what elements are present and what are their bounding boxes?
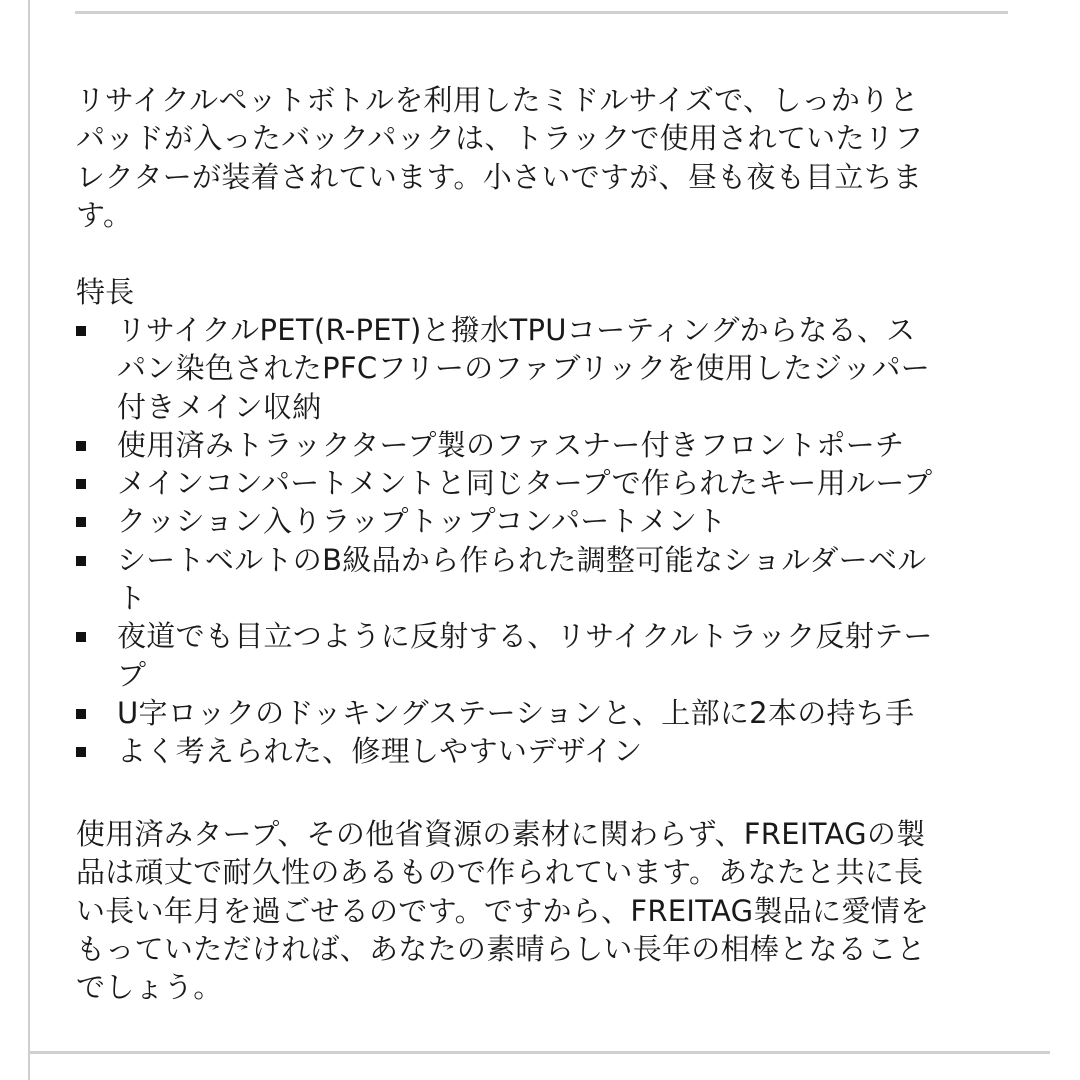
text-line: 使用済みトラックタープ製のファスナー付きフロントポーチ <box>117 427 905 462</box>
text-line: クッション入りラップトップコンパートメント <box>117 504 727 539</box>
text-line: メインコンパートメントと同じタープで作られたキー用ループ <box>117 466 933 501</box>
text-line: 付きメイン収納 <box>117 389 322 424</box>
text-line: パッドが入ったバックパックは、トラックで使用されていたリフ <box>76 121 924 156</box>
feature-list-item <box>76 732 933 770</box>
feature-list-item <box>76 426 933 464</box>
text-line: リサイクルペットボトルを利用したミドルサイズで、しっかりと <box>76 83 919 117</box>
square-bullet-icon <box>76 556 86 566</box>
text-line: 品は頑丈で耐久性のあるもので作られています。あなたと共に長 <box>76 855 924 890</box>
text-line: ト <box>117 581 147 616</box>
square-bullet-icon <box>76 632 86 642</box>
text-line: よく考えられた、修理しやすいデザイン <box>117 734 643 769</box>
text-line: シートベルトのB級品から作られた調整可能なショルダーベル <box>117 542 927 577</box>
intro-paragraph <box>76 81 923 234</box>
feature-list-item <box>76 464 933 502</box>
square-bullet-icon <box>76 517 86 527</box>
square-bullet-icon <box>76 747 86 757</box>
text-line: す。 <box>76 197 133 232</box>
text-line: 使用済みタープ、その他省資源の素材に関わらず、FREITAGの製 <box>76 817 926 851</box>
text-line: でしょう。 <box>76 970 223 1005</box>
features-heading: 特長 <box>76 275 135 309</box>
text-line: 夜道でも目立つように反射する、リサイクルトラック反射テー <box>117 619 933 654</box>
square-bullet-icon <box>76 441 86 451</box>
closing-paragraph <box>76 815 929 1006</box>
feature-list-item <box>76 311 933 426</box>
text-line: パン染色されたPFCフリーのファブリックを使用したジッパー <box>117 351 931 386</box>
feature-list-item <box>76 541 933 618</box>
text-line: もっていただければ、あなたの素晴らしい長年の相棒となること <box>76 931 926 966</box>
feature-list-item <box>76 502 933 540</box>
text-line: リサイクルPET(R-PET)と撥水TPUコーティングからなる、ス <box>117 313 916 347</box>
top-divider <box>75 11 1008 14</box>
features-list <box>76 311 933 771</box>
feature-list-item <box>76 694 933 732</box>
left-border <box>28 0 30 1080</box>
square-bullet-icon <box>76 479 86 489</box>
square-bullet-icon <box>76 709 86 719</box>
text-line: レクターが装着されています。小さいですが、昼も夜も目立ちま <box>76 159 923 194</box>
bottom-divider <box>30 1051 1050 1054</box>
text-line: プ <box>117 657 147 692</box>
text-line: U字ロックのドッキングステーションと、上部に2本の持ち手 <box>117 695 915 730</box>
feature-list-item <box>76 617 933 694</box>
text-line: い長い年月を過ごせるのです。ですから、FREITAG製品に愛情を <box>76 893 930 928</box>
square-bullet-icon <box>76 326 86 336</box>
